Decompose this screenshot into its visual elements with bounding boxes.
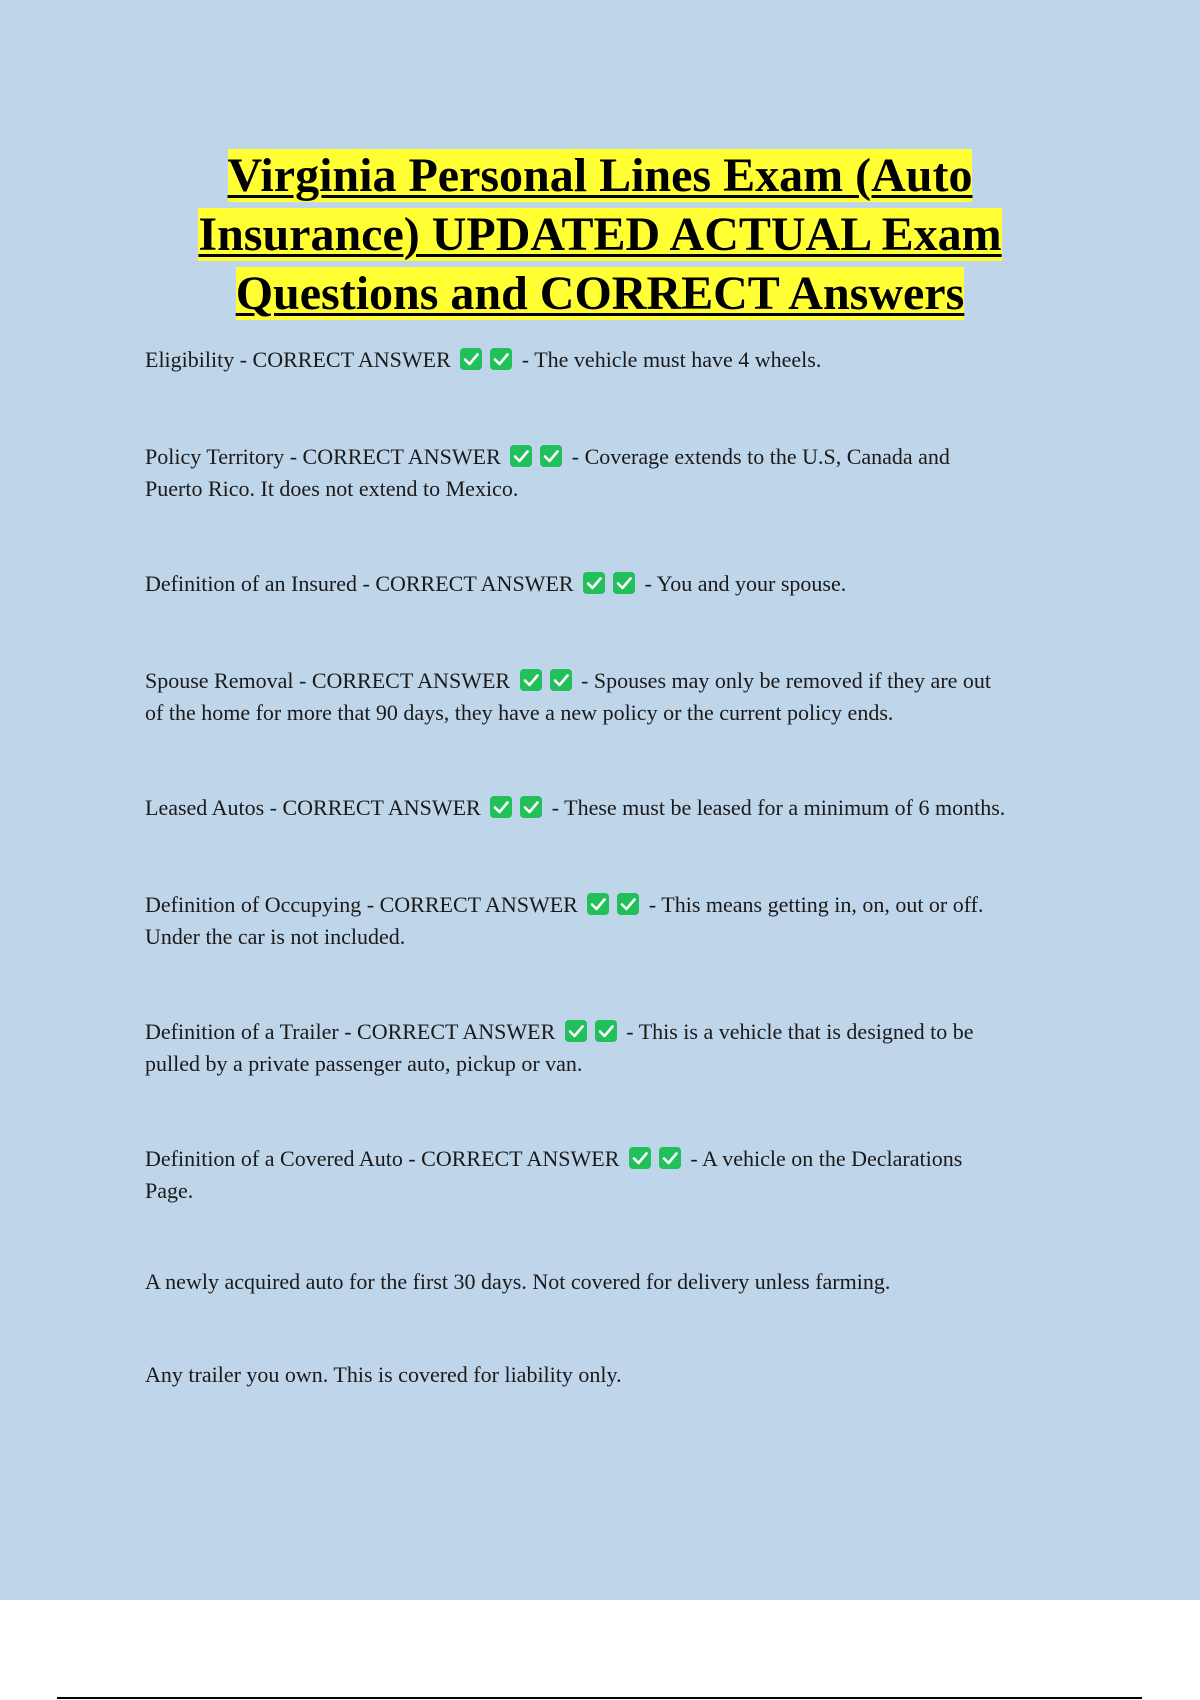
entry-answer: - These must be leased for a minimum of 6 months.: [551, 795, 1006, 820]
entry-answer: - A vehicle on the Declarations: [690, 1146, 963, 1171]
entry-answer: - The vehicle must have 4 wheels.: [521, 347, 822, 372]
entry-term: Spouse Removal - CORRECT ANSWER: [145, 668, 511, 693]
entry-answer: - You and your spouse.: [644, 571, 847, 596]
check-mark-icon: [617, 893, 639, 915]
title-line: Questions and CORRECT Answers: [235, 267, 965, 320]
qa-entry: [145, 665, 1095, 729]
check-mark-icon: [613, 572, 635, 594]
qa-entry: [145, 1016, 1095, 1080]
entry-term: Definition of a Trailer - CORRECT ANSWER: [145, 1019, 556, 1044]
entry-answer: - This means getting in, on, out or off.: [648, 892, 984, 917]
qa-entry: [145, 1143, 1095, 1207]
entry-answer: - Spouses may only be removed if they are out: [581, 668, 992, 693]
footer-divider: [57, 1697, 1142, 1699]
entry-term: Definition of a Covered Auto - CORRECT ANSWER: [145, 1146, 620, 1171]
qa-entry: [145, 792, 1095, 824]
entry-term: Definition of an Insured - CORRECT ANSWER: [145, 571, 574, 596]
entry-term: Eligibility - CORRECT ANSWER: [145, 347, 451, 372]
qa-entry: [145, 344, 1095, 376]
check-mark-icon: [510, 445, 532, 467]
entry-answer: - Coverage extends to the U.S, Canada and: [571, 444, 950, 469]
check-mark-icon: [565, 1020, 587, 1042]
body-paragraph: A newly acquired auto for the first 30 days. Not covered for delivery unless farming.: [145, 1269, 891, 1294]
entry-term: Definition of Occupying - CORRECT ANSWER: [145, 892, 578, 917]
body-paragraph: Any trailer you own. This is covered for liability only.: [145, 1362, 622, 1387]
check-mark-icon: [490, 348, 512, 370]
entry-term: Leased Autos - CORRECT ANSWER: [145, 795, 481, 820]
entry-term: Policy Territory - CORRECT ANSWER: [145, 444, 501, 469]
qa-entry: [145, 889, 1095, 953]
check-mark-icon: [595, 1020, 617, 1042]
check-mark-icon: [490, 796, 512, 818]
entry-answer: - This is a vehicle that is designed to be: [626, 1019, 974, 1044]
entry-answer-continued: Under the car is not included.: [145, 924, 406, 949]
check-mark-icon: [540, 445, 562, 467]
check-mark-icon: [460, 348, 482, 370]
qa-entry: [145, 568, 1095, 600]
title-line: Virginia Personal Lines Exam (Auto: [227, 149, 973, 202]
title-line: Insurance) UPDATED ACTUAL Exam: [198, 208, 1002, 261]
entry-answer-continued: Puerto Rico. It does not extend to Mexico.: [145, 476, 519, 501]
entry-answer-continued: pulled by a private passenger auto, pickup or van.: [145, 1051, 583, 1076]
check-mark-icon: [520, 669, 542, 691]
entry-answer-continued: of the home for more that 90 days, they have a new policy or the current policy ends.: [145, 700, 894, 725]
check-mark-icon: [629, 1147, 651, 1169]
qa-entry: [145, 441, 1095, 505]
document-title: [100, 146, 1100, 323]
check-mark-icon: [550, 669, 572, 691]
check-mark-icon: [659, 1147, 681, 1169]
check-mark-icon: [583, 572, 605, 594]
entry-answer-continued: Page.: [145, 1178, 194, 1203]
check-mark-icon: [520, 796, 542, 818]
check-mark-icon: [587, 893, 609, 915]
